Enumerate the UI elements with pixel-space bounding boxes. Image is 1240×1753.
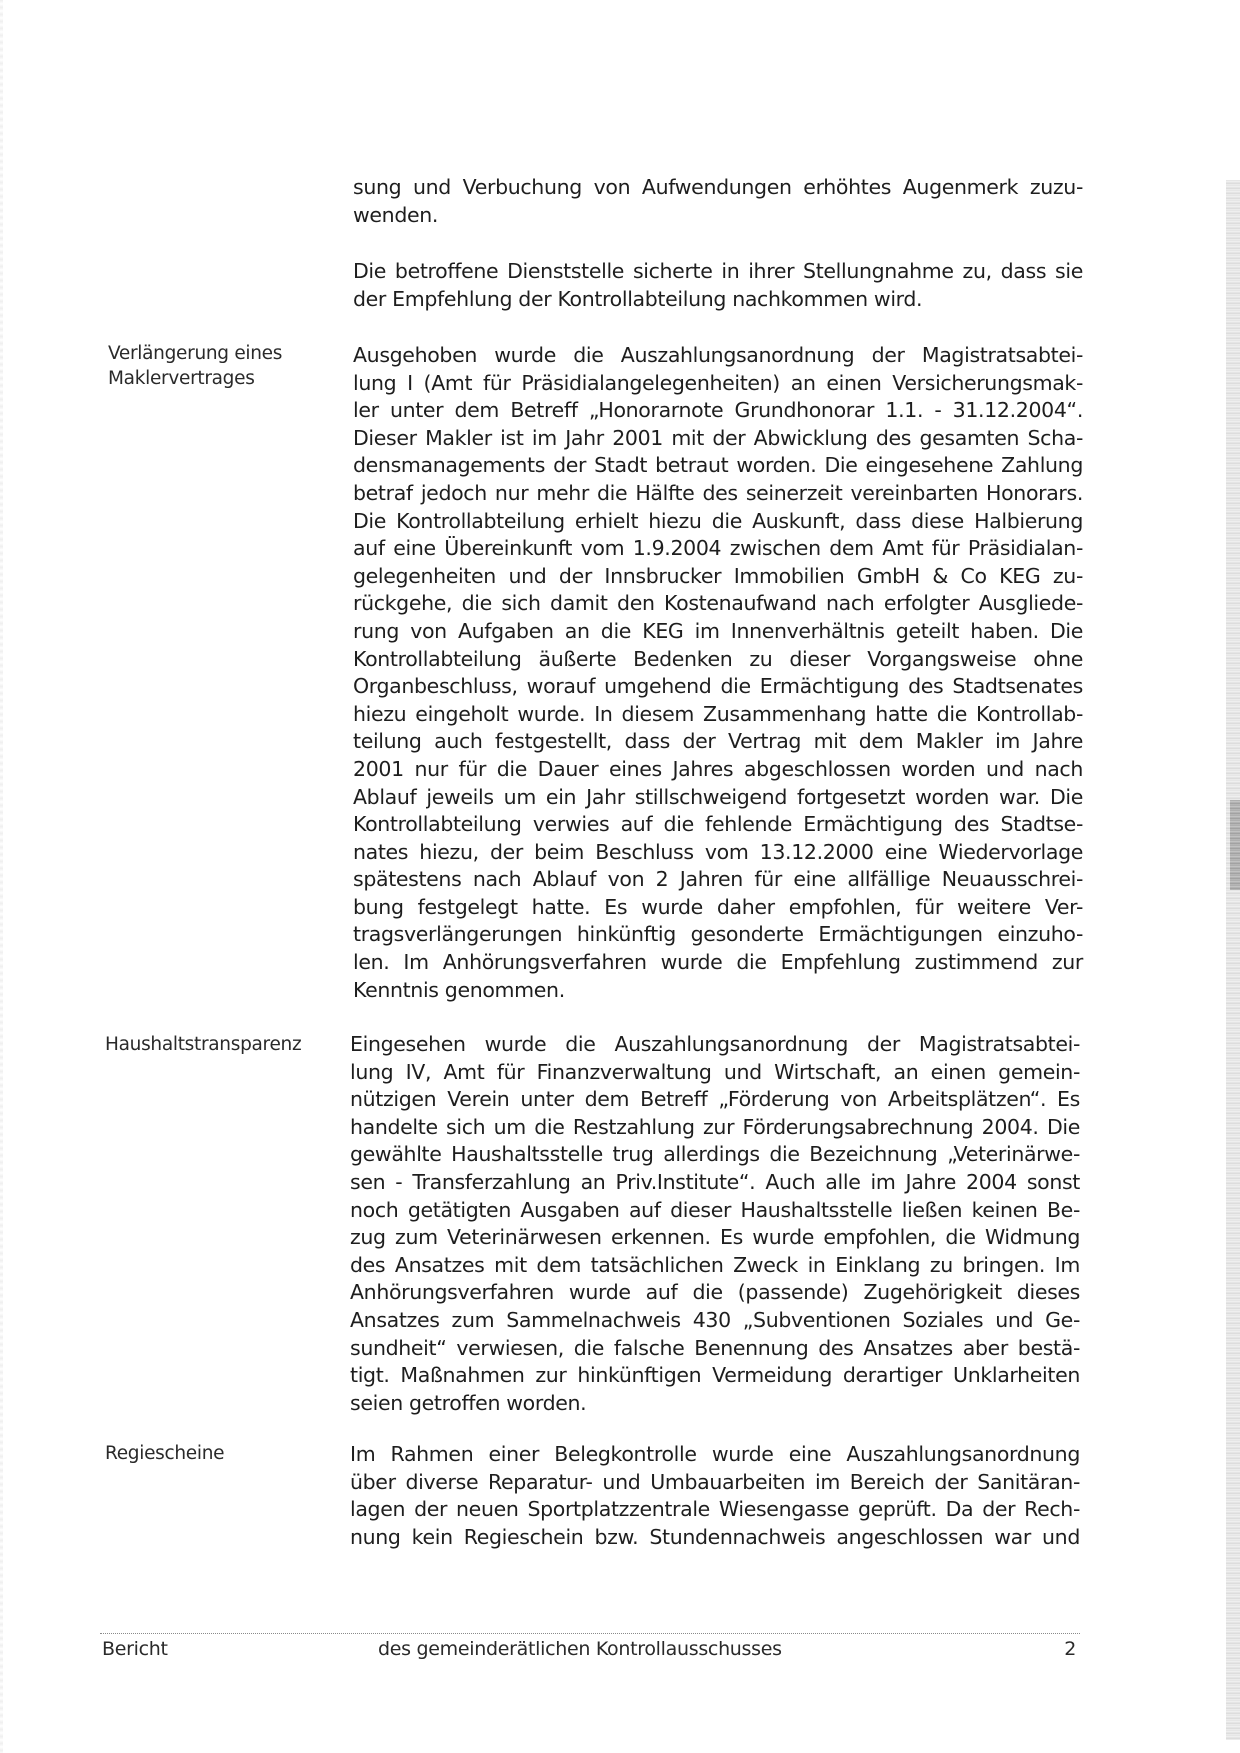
text-line: sen - Transferzahlung an Priv.Institute“. Auch alle im Jahre 2004 sonst: [350, 1169, 1080, 1194]
text-line: len. Im Anhörungsverfahren wurde die Empfehlung zustimmend zur: [353, 950, 1083, 975]
text-line: sung und Verbuchung von Aufwendungen erhöhtes Augenmerk zuzu-: [353, 175, 1083, 199]
section-body-regiescheine: [350, 1441, 1080, 1551]
text-line: sundheit“ verwiesen, die falsche Benennung des Ansatzes aber bestä-: [350, 1335, 1080, 1360]
text-line: der Empfehlung der Kontrollabteilung nachkommen wird.: [353, 286, 923, 311]
text-line: nützigen Verein unter dem Betreff „Förderung von Arbeitsplätzen“. Es: [350, 1087, 1080, 1112]
section-label-regiescheine: [105, 1441, 315, 1466]
text-line: teilung auch festgestellt, dass der Vertrag mit dem Makler im Jahre: [353, 729, 1083, 754]
text-line: betraf jedoch nur mehr die Hälfte des seinerzeit vereinbarten Honorars.: [353, 480, 1083, 505]
label-line: Maklervertrages: [108, 368, 255, 389]
intro-paragraph-2: [353, 258, 1083, 313]
text-line: Im Rahmen einer Belegkontrolle wurde eine Auszahlungsanordnung: [350, 1442, 1080, 1466]
text-line: Ansatzes zum Sammelnachweis 430 „Subventionen Soziales und Ge-: [350, 1307, 1080, 1332]
text-line: des Ansatzes mit dem tatsächlichen Zweck in Einklang zu bringen. Im: [350, 1252, 1080, 1277]
text-line: lung IV, Amt für Finanzverwaltung und Wirtschaft, an einen gemein-: [350, 1059, 1080, 1084]
text-line: Kontrollabteilung verwies auf die fehlende Ermächtigung des Stadtse-: [353, 812, 1083, 837]
text-line: ler unter dem Betreff „Honorarnote Grundhonorar 1.1. - 31.12.2004“.: [353, 398, 1083, 423]
text-line: handelte sich um die Restzahlung zur Förderungsabrechnung 2004. Die: [350, 1114, 1080, 1139]
text-line: Die Kontrollabteilung erhielt hiezu die Auskunft, dass diese Halbierung: [353, 508, 1083, 533]
text-line: Ablauf jeweils um ein Jahr stillschweigend fortgesetzt worden war. Die: [353, 784, 1083, 809]
text-line: noch getätigten Ausgaben auf dieser Haushaltsstelle ließen keinen Be-: [350, 1197, 1080, 1222]
text-line: tragsverlängerungen hinkünftig gesonderte Ermächtigungen einzuho-: [353, 922, 1083, 947]
text-line: Die betroffene Dienststelle sicherte in ihrer Stellungnahme zu, dass sie: [353, 259, 1083, 283]
text-line: Dieser Makler ist im Jahr 2001 mit der Abwicklung des gesamten Scha-: [353, 425, 1083, 450]
text-line: nates hiezu, der beim Beschluss vom 13.12.2000 eine Wiedervorlage: [353, 839, 1083, 864]
text-line: lung I (Amt für Präsidialangelegenheiten) an einen Versicherungsmak-: [353, 370, 1083, 395]
text-line: Kenntnis genommen.: [353, 977, 565, 1002]
text-line: nung kein Regieschein bzw. Stundennachweis angeschlossen war und: [350, 1524, 1080, 1549]
text-line: lagen der neuen Sportplatzzentrale Wiesengasse geprüft. Da der Rech-: [350, 1497, 1080, 1522]
label-line: Verlängerung eines: [108, 343, 283, 364]
text-line: zug zum Veterinärwesen erkennen. Es wurde empfohlen, die Widmung: [350, 1225, 1080, 1250]
text-line: gelegenheiten und der Innsbrucker Immobilien GmbH & Co KEG zu-: [353, 563, 1083, 588]
footer-divider: [100, 1633, 1080, 1634]
text-line: hiezu eingeholt wurde. In diesem Zusammenhang hatte die Kontrollab-: [353, 701, 1083, 726]
footer-committee-title: des gemeinderätlichen Kontrollausschusses: [378, 1638, 782, 1660]
label-line: Haushaltstransparenz: [105, 1034, 302, 1055]
section-body-maklervertrag: [353, 342, 1083, 1004]
text-line: über diverse Reparatur- und Umbauarbeiten im Bereich der Sanitäran-: [350, 1469, 1080, 1494]
text-line: 2001 nur für die Dauer eines Jahres abgeschlossen worden und nach: [353, 756, 1083, 781]
text-line: bung festgelegt hatte. Es wurde daher empfohlen, für weitere Ver-: [353, 894, 1083, 919]
section-label-maklervertrag: [108, 341, 318, 391]
text-line: tigt. Maßnahmen zur hinkünftigen Vermeidung derartiger Unklarheiten: [350, 1363, 1080, 1388]
text-line: Kontrollabteilung äußerte Bedenken zu dieser Vorgangsweise ohne: [353, 646, 1083, 671]
text-line: seien getroffen worden.: [350, 1390, 587, 1415]
text-line: spätestens nach Ablauf von 2 Jahren für eine allfällige Neuausschrei-: [353, 867, 1083, 892]
page-number: 2: [1064, 1638, 1076, 1660]
text-line: Ausgehoben wurde die Auszahlungsanordnung der Magistratsabtei-: [353, 343, 1083, 367]
page-footer: [100, 1638, 1080, 1668]
text-line: rückgehe, die sich damit den Kostenaufwand nach erfolgter Ausgliede-: [353, 591, 1083, 616]
text-line: Organbeschluss, worauf umgehend die Ermächtigung des Stadtsenates: [353, 674, 1083, 699]
text-line: auf eine Übereinkunft vom 1.9.2004 zwischen dem Amt für Präsidialan-: [353, 536, 1083, 561]
text-line: wenden.: [353, 202, 439, 227]
intro-paragraph-1: [353, 174, 1083, 229]
label-line: Regiescheine: [105, 1443, 225, 1464]
text-line: densmanagements der Stadt betraut worden. Die eingesehene Zahlung: [353, 453, 1083, 478]
section-label-haushaltstransparenz: [105, 1032, 315, 1057]
text-line: Eingesehen wurde die Auszahlungsanordnung der Magistratsabtei-: [350, 1032, 1080, 1056]
text-line: rung von Aufgaben an die KEG im Innenverhältnis geteilt haben. Die: [353, 618, 1083, 643]
text-line: Anhörungsverfahren wurde auf die (passende) Zugehörigkeit dieses: [350, 1280, 1080, 1305]
footer-report-label: Bericht: [102, 1638, 168, 1660]
text-line: gewählte Haushaltsstelle trug allerdings die Bezeichnung „Veterinärwe-: [350, 1142, 1080, 1167]
section-body-haushaltstransparenz: [350, 1031, 1080, 1417]
